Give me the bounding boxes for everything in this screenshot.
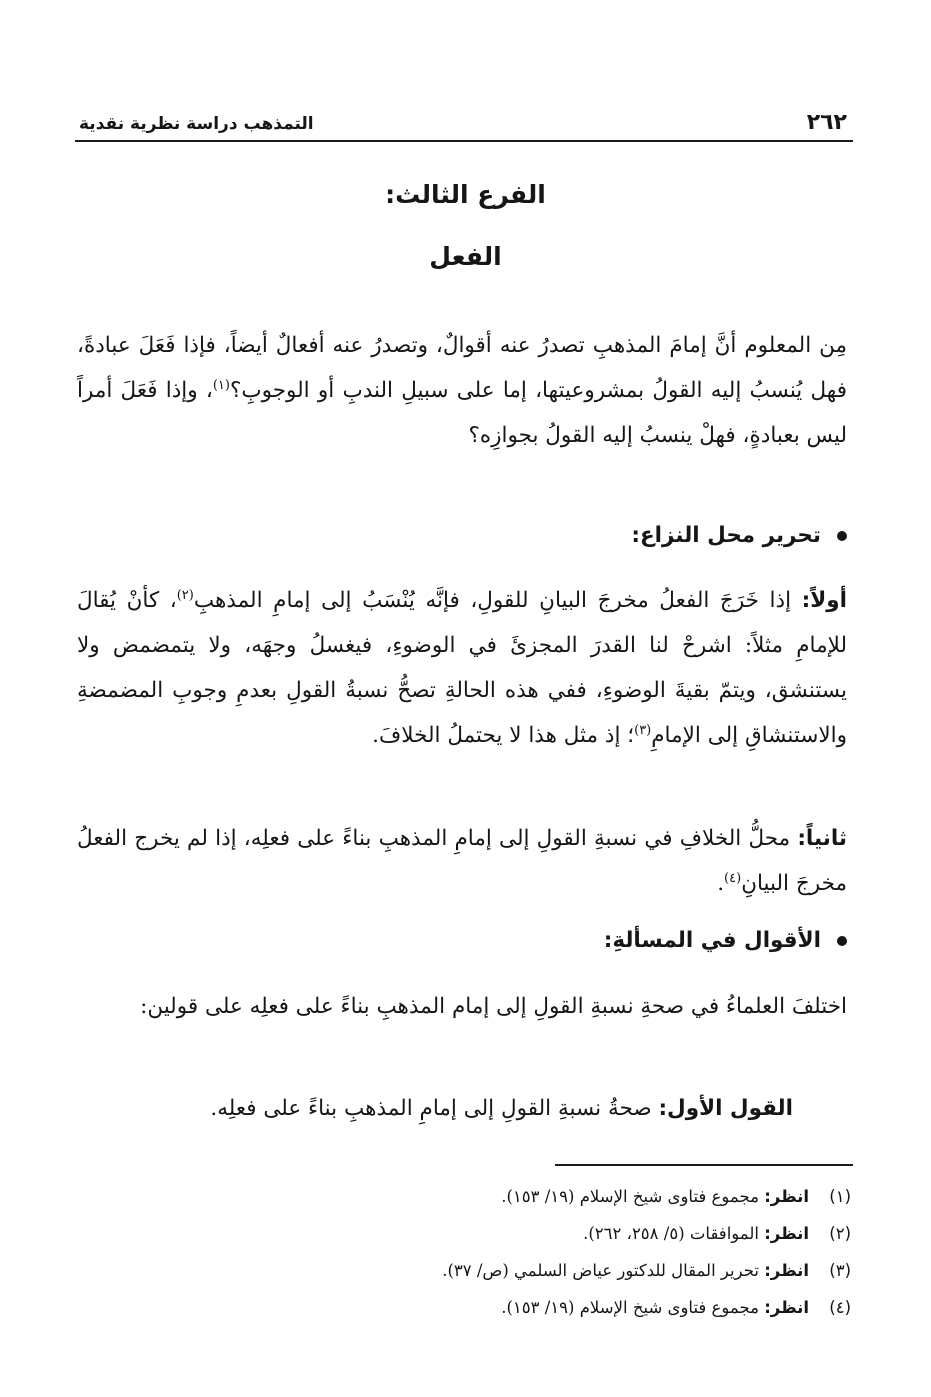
bullet-icon [837, 531, 847, 541]
intro-text-a: مِن المعلوم أنَّ إمامَ المذهبِ تصدرُ عنه أقوالٌ، وتصدرُ عنه أفعالٌ أيضاً، فإذا فَعَلَ عبادةً، فهل يُنسبُ إليه القولُ بمشروعيتها، إما على سبيلِ الندبِ أو الوجوبِ؟ [77, 333, 847, 403]
intro-paragraph [77, 323, 847, 458]
footnote-text: مجموع فتاوى شيخ الإسلام (١٩/ ١٥٣). [501, 1298, 765, 1317]
footnote-ref-2: (٢) [176, 587, 194, 603]
footnote-label: انظر: [764, 1261, 809, 1280]
footnote-text: مجموع فتاوى شيخ الإسلام (١٩/ ١٥٣). [501, 1187, 765, 1206]
book-title: التمذهب دراسة نظرية نقدية [79, 114, 314, 134]
second-point-lead: ثانياً: [797, 826, 847, 851]
first-point-paragraph [77, 578, 847, 758]
footnote-divider [555, 1164, 853, 1166]
footnotes [442, 1178, 851, 1326]
footnote-label: انظر: [764, 1187, 809, 1206]
bullet-icon [837, 936, 847, 946]
footnote-item [442, 1178, 851, 1215]
footnote-ref-4: (٤) [724, 870, 742, 886]
footnote-text: تحرير المقال للدكتور عياض السلمي (ص/ ٣٧). [442, 1261, 765, 1280]
footnote-number: (٤) [829, 1298, 851, 1317]
intro-text-b: ، وإذا فَعَلَ أمراً ليس بعبادةٍ، فهلْ ينسبُ إليه القولُ بجوازِه؟ [77, 378, 847, 448]
bullet-heading-label: الأقوال في المسألةِ: [603, 928, 821, 953]
footnote-item [442, 1215, 851, 1252]
first-point-text-a: إذا خَرَجَ الفعلُ مخرجَ البيانِ للقولِ، فإنَّه يُنْسَبُ إلى إمامِ المذهبِ [193, 588, 802, 613]
first-opinion-lead: القول الأول: [658, 1096, 793, 1121]
bullet-heading-opinions [604, 928, 847, 953]
second-point-paragraph [77, 816, 847, 906]
footnote-label: انظر: [764, 1298, 809, 1317]
footnote-item [442, 1289, 851, 1326]
first-point-lead: أولاً: [801, 588, 847, 613]
running-header [75, 110, 853, 142]
footnote-ref-3: (٣) [634, 722, 652, 738]
footnote-number: (٣) [829, 1261, 851, 1280]
bullet-heading-dispute [631, 523, 847, 548]
first-opinion-text: صحةُ نسبةِ القولِ إلى إمامِ المذهبِ بناءً على فعلِه. [210, 1096, 659, 1121]
footnote-label: انظر: [764, 1224, 809, 1243]
first-point-text-b: ، كأنْ يُقالَ للإمامِ مثلاً: اشرحْ لنا القدرَ المجزئَ في الوضوءِ، فيغسلُ وجهَه، ولا يتمضمض ولا يستنشق، ويتمّ بقيةَ الوضوءِ، ففي هذه الحالةِ تصحُّ نسبةُ القولِ بعدمِ وجوبِ المضمضةِ والاستنشاقِ إلى الإمامِ [77, 588, 847, 748]
footnote-number: (٢) [829, 1224, 851, 1243]
second-point-text-a: محلُّ الخلافِ في نسبةِ القولِ إلى إمامِ المذهبِ بناءً على فعلِه، إذا لم يخرج الفعلُ مخرجَ البيانِ [77, 826, 847, 896]
section-subtitle: الفعل [429, 242, 502, 271]
second-point-text-b: . [717, 871, 725, 896]
page-number: ٢٦٢ [806, 110, 847, 135]
bullet-heading-label: تحرير محل النزاع: [631, 523, 821, 548]
footnote-ref-1: (١) [212, 377, 230, 393]
footnote-item [442, 1252, 851, 1289]
footnote-number: (١) [829, 1187, 851, 1206]
first-opinion [210, 1096, 793, 1121]
section-title: الفرع الثالث: [385, 180, 546, 209]
opinions-intro-paragraph: اختلفَ العلماءُ في صحةِ نسبةِ القولِ إلى إمام المذهبِ بناءً على فعلِه على قولين: [140, 994, 847, 1019]
footnote-text: الموافقات (٥/ ٢٥٨، ٢٦٢). [583, 1224, 765, 1243]
first-point-text-c: ؛ إذ مثل هذا لا يحتملُ الخلافَ. [372, 723, 635, 748]
